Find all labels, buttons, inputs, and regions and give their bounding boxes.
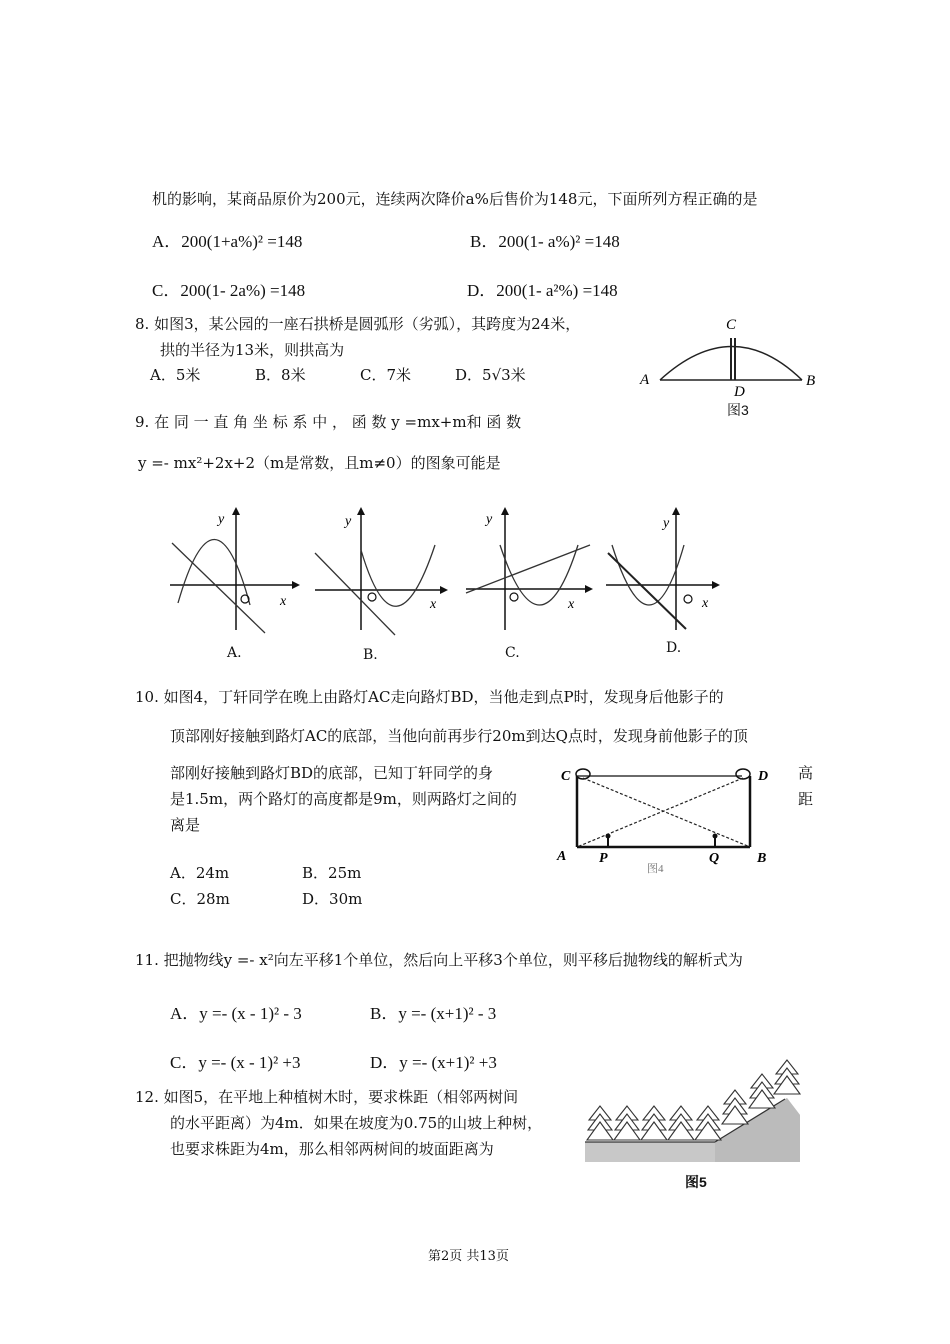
fig3-point-b: B (806, 373, 816, 389)
q10-option-a: A．24m (170, 864, 230, 882)
page-footer: 第2页 共13页 (428, 1249, 509, 1264)
graph-d-x-label: x (702, 596, 709, 611)
q11-option-a: A．y =- (x - 1)² - 3 (170, 1004, 302, 1023)
fig3-caption: 图3 (727, 402, 749, 418)
q10-stem-line3: 部刚好接触到路灯BD的底部，已知丁轩同学的身 (170, 764, 494, 782)
graph-c-y-label: y (486, 512, 493, 527)
graph-b-y-label: y (345, 514, 352, 529)
q11-stem-line: 11. 把抛物线y =- x²向左平移1个单位，然后向上平移3个单位，则平移后抛物线的解析式为 (135, 951, 743, 969)
q10-stem-line5: 离是 (170, 816, 201, 834)
q9-graph-d (600, 505, 730, 635)
fig4-point-d: D (758, 769, 769, 784)
q11-option-c: C．y =- (x - 1)² +3 (170, 1053, 301, 1072)
q9-graph-c-label: C. (505, 645, 520, 661)
q7-option-b: B．200(1- a%)² =148 (470, 232, 620, 251)
graph-a-y-label: y (218, 512, 225, 527)
fig4-point-p: P (599, 851, 608, 866)
q12-stem-line2: 的水平距离）为4m．如果在坡度为0.75的山坡上种树， (170, 1114, 543, 1132)
figure-5-trees-on-slope (585, 1060, 800, 1165)
q10-stem-line3-end: 高 (798, 764, 814, 782)
q8-stem-line1: 8. 如图3，某公园的一座石拱桥是圆弧形（劣弧），其跨度为24米， (135, 315, 581, 333)
q7-option-a: A．200(1+a%)² =148 (152, 232, 303, 251)
q7-option-c: C．200(1- 2a%) =148 (152, 281, 306, 300)
graph-d-y-label: y (663, 516, 670, 531)
q9-graph-b-label: B. (363, 647, 378, 663)
q12-stem-line1: 12. 如图5，在平地上种植树木时，要求株距（相邻两树间 (135, 1088, 519, 1106)
graph-a-x-label: x (280, 594, 287, 609)
fig5-caption: 图5 (685, 1174, 707, 1190)
q11-option-d: D．y =- (x+1)² +3 (370, 1053, 497, 1072)
q8-option-c: C．7米 (360, 366, 412, 384)
tree-3 (641, 1106, 667, 1140)
fig3-point-d: D (734, 384, 745, 400)
fig4-point-c: C (561, 769, 571, 784)
tree-2 (614, 1106, 640, 1140)
q10-stem-line2: 顶部刚好接触到路灯AC的底部，当他向前再步行20m到达Q点时，发现身前他影子的顶 (170, 727, 748, 745)
fig3-point-c: C (726, 317, 737, 333)
q9-graph-d-label: D. (666, 640, 682, 656)
fig4-point-q: Q (709, 851, 720, 866)
tree-1 (587, 1106, 613, 1140)
tree-6 (722, 1090, 748, 1124)
q11-option-b: B．y =- (x+1)² - 3 (370, 1004, 497, 1023)
graph-d-origin-o (684, 595, 692, 603)
q7-option-d: D．200(1- a²%) =148 (467, 281, 618, 300)
q10-stem-line4-end: 距 (798, 790, 814, 808)
q8-stem-line2: 拱的半径为13米，则拱高为 (160, 341, 345, 359)
q9-graph-a-label: A. (227, 645, 242, 661)
figure-4-streetlights (555, 762, 785, 877)
graph-b-x-label: x (430, 597, 437, 612)
q9-graph-a (160, 505, 300, 635)
fig4-caption: 图4 (647, 863, 664, 875)
q10-stem-line1: 10. 如图4，丁轩同学在晚上由路灯AC走向路灯BD，当他走到点P时，发现身后他影子的 (135, 688, 724, 706)
q7-stem-line: 机的影响，某商品原价为200元，连续两次降价a%后售价为148元，下面所列方程正确的是 (152, 190, 758, 208)
fig3-point-a: A (640, 372, 650, 388)
fig4-point-a: A (557, 849, 567, 864)
tree-4 (668, 1106, 694, 1140)
q10-option-c: C．28m (170, 890, 230, 908)
graph-c-origin-o (510, 593, 518, 601)
q9-stem-line1: 9. 在 同 一 直 角 坐 标 系 中 ， 函 数 y =mx+m和 函 数 (135, 413, 522, 431)
tree-8 (774, 1060, 800, 1094)
graph-c-x-label: x (568, 597, 575, 612)
q10-option-d: D．30m (302, 890, 363, 908)
q12-stem-line3: 也要求株距为4m，那么相邻两树间的坡面距离为 (170, 1140, 494, 1158)
q9-graph-b (305, 505, 455, 635)
q9-stem-line2: y =- mx²+2x+2（m是常数，且m≠0）的图象可能是 (138, 454, 501, 472)
q8-option-a: A．5米 (150, 366, 201, 384)
q8-option-d: D．5√3米 (455, 366, 526, 384)
tree-7 (749, 1074, 775, 1108)
q8-option-b: B．8米 (255, 366, 306, 384)
q10-option-b: B．25m (302, 864, 362, 882)
tree-5 (695, 1106, 721, 1140)
q9-graph-c (460, 505, 600, 635)
graph-b-origin-o (368, 593, 376, 601)
q10-stem-line4: 是1.5m，两个路灯的高度都是9m，则两路灯之间的 (170, 790, 517, 808)
fig4-point-b: B (757, 851, 767, 866)
